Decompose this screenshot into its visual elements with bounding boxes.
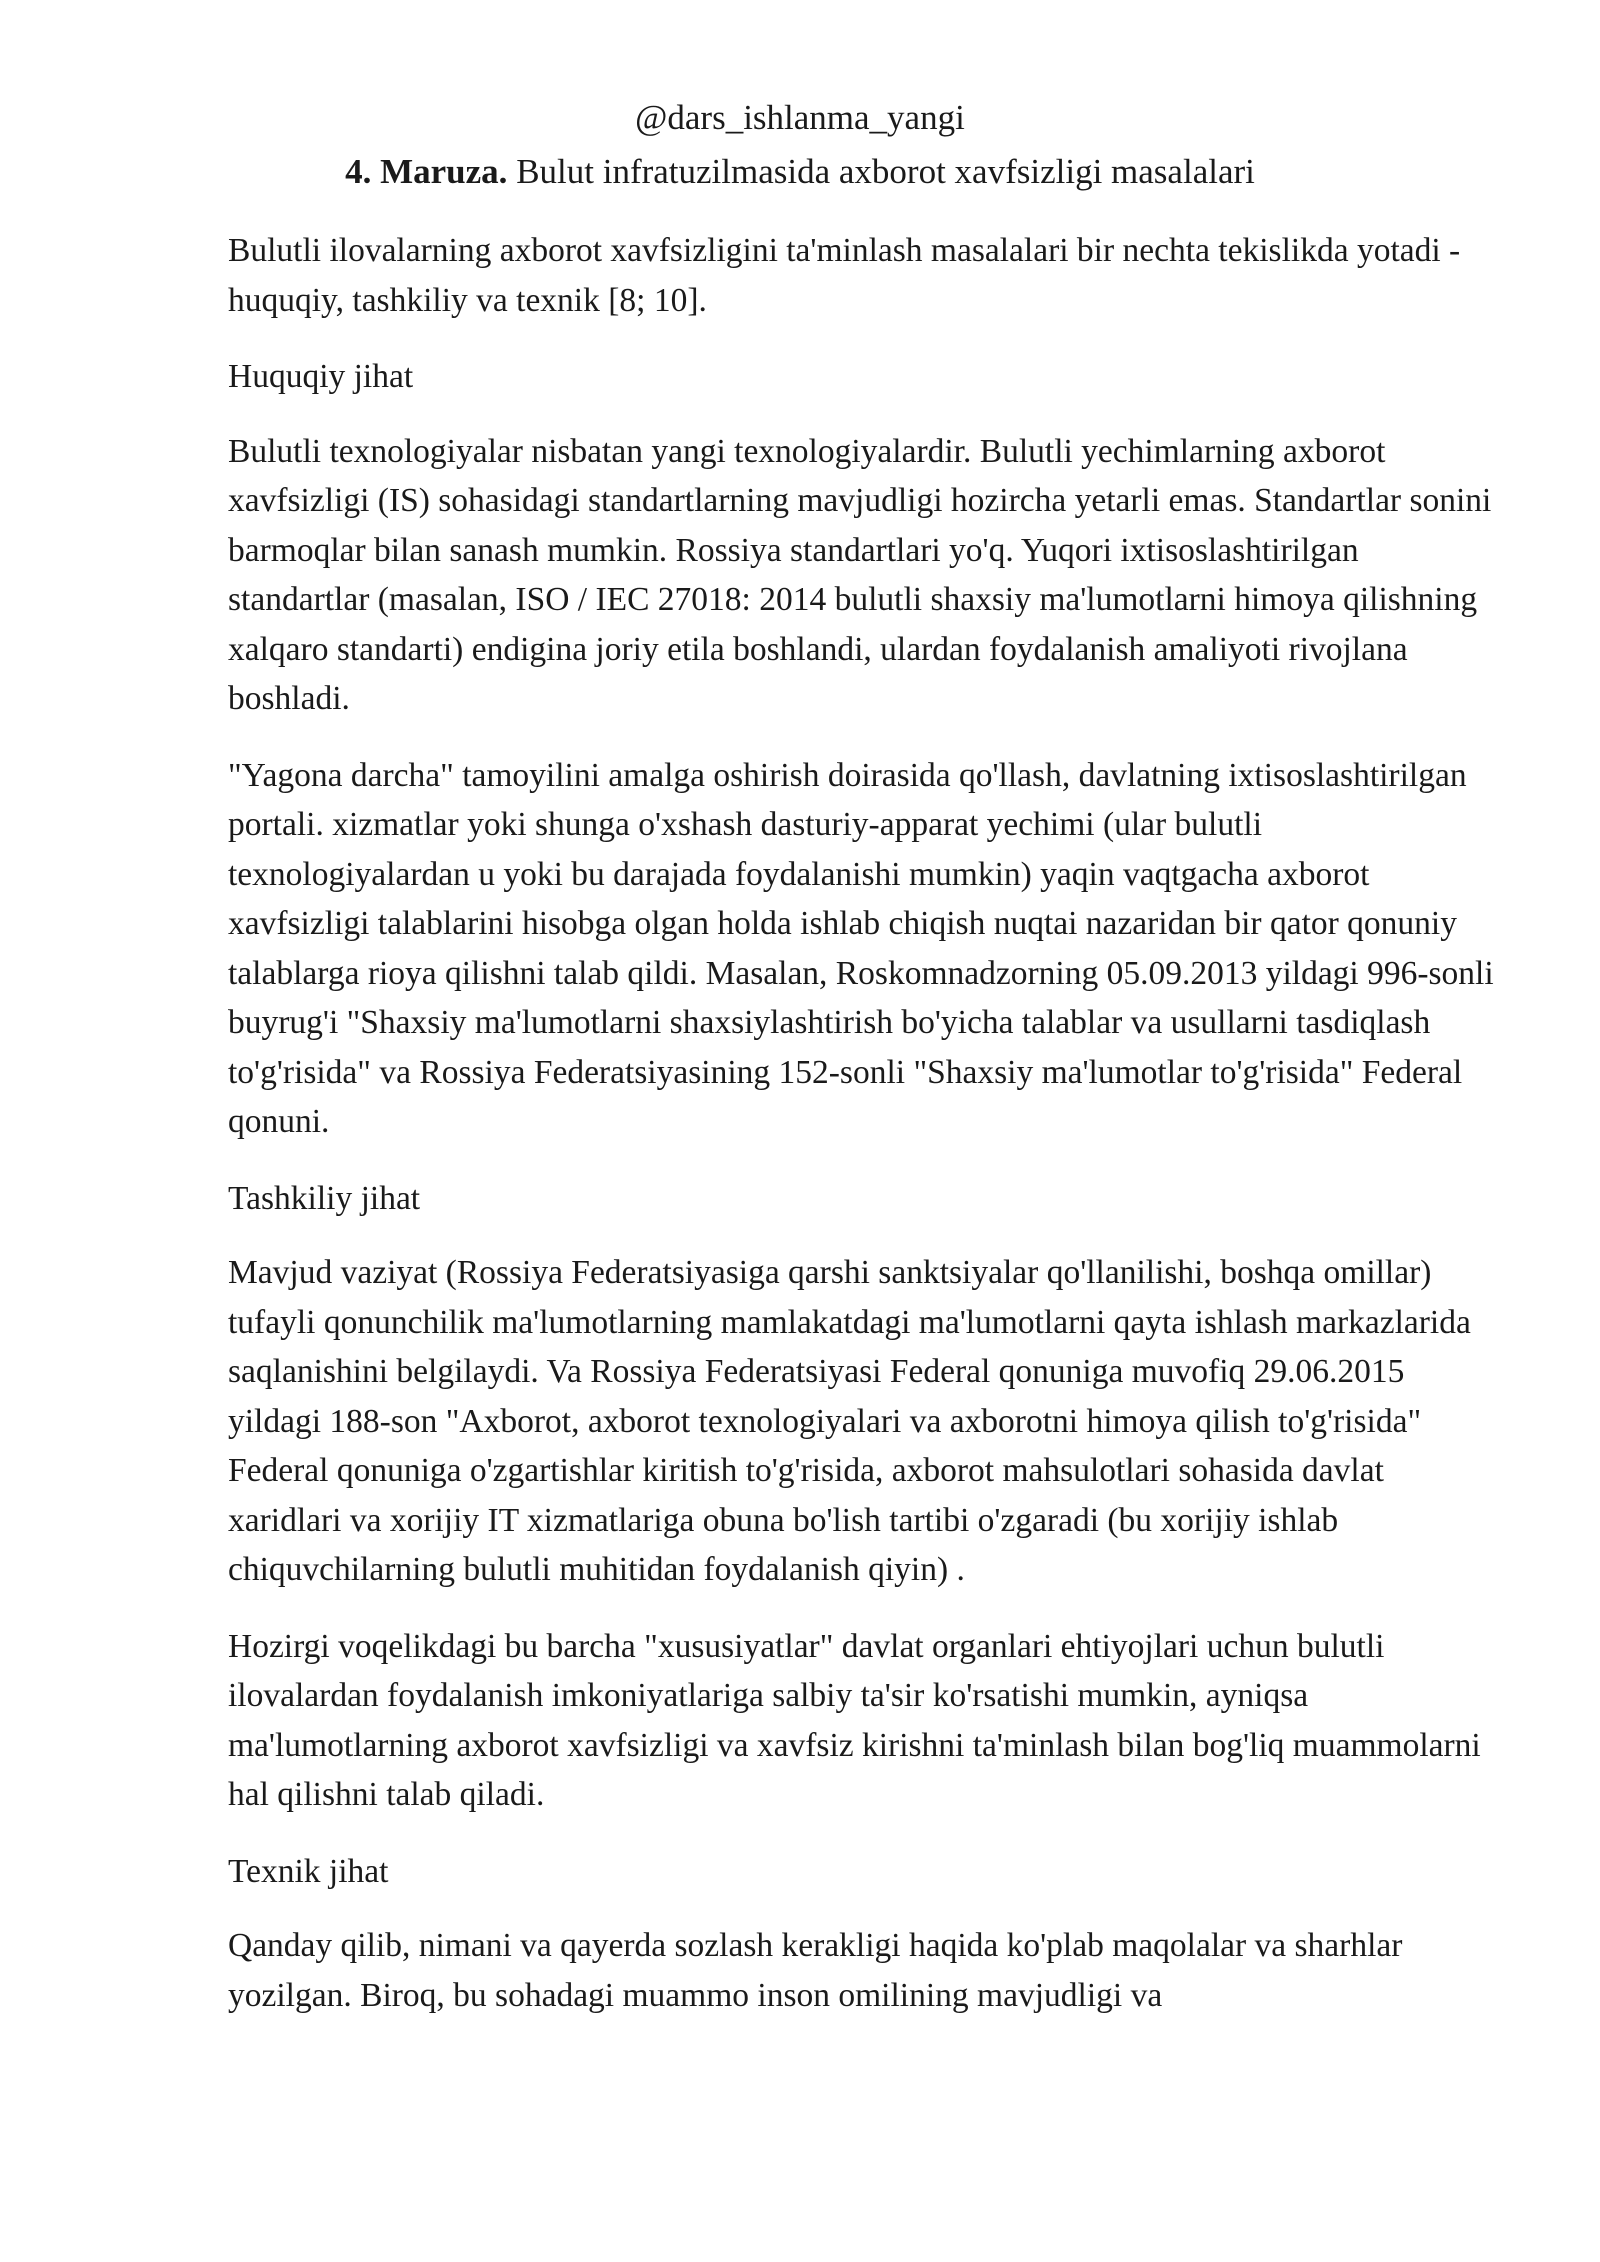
lecture-title: Bulut infratuzilmasida axborot xavfsizligi masalalari [516, 152, 1255, 191]
paragraph-legal-2: "Yagona darcha" tamoyilini amalga oshirish doirasida qo'llash, davlatning ixtisoslashtirilgan portali. xizmatlar yoki shunga o'xshash dasturiy-apparat yechimi (ular bulutli texnologiyalardan u yoki bu darajada foydalanishi mumkin) yaqin vaqtgacha axborot xavfsizligi talablarini hisobga olgan holda ishlab chiqish nuqtai nazaridan bir qator qonuniy talablarga rioya qilishni talab qildi. Masalan, Roskomnadzorning 05.09.2013 yildagi 996-sonli buyrug'i "Shaxsiy ma'lumotlarni shaxsiylashtirish bo'yicha talablar va usullarni tasdiqlash to'g'risida" va Rossiya Federatsiyasining 152-sonli "Shaxsiy ma'lumotlar to'g'risida" Federal qonuni. [228, 756, 1494, 1140]
paragraph-technical-1: Qanday qilib, nimani va qayerda sozlash kerakligi haqida ko'plab maqolalar va sharhlar yozilgan. Biroq, bu sohadagi muammo inson omilining mavjudligi va [228, 1927, 1403, 2014]
paragraph-organizational-1: Mavjud vaziyat (Rossiya Federatsiyasiga qarshi sanktsiyalar qo'llanilishi, boshqa omillar) tufayli qonunchilik ma'lumotlarning mamlakatdagi ma'lumotlarni qayta ishlash markazlarida saqlanishini belgilaydi. Va Rossiya Federatsiyasi Federal qonuniga muvofiq 29.06.2015 yildagi 188-son "Axborot, axborot texnologiyalari va axborotni himoya qilish to'g'risida" Federal qonuniga o'zgartishlar kiritish to'g'risida, axborot mahsulotlari sohasida davlat xaridlari va xorijiy IT xizmatlariga obuna bo'lish tartibi o'zgaradi (bu xorijiy ishlab chiquvchilarning bulutli muhitidan foydalanish qiyin) . [228, 1254, 1471, 1588]
document-body [228, 226, 1503, 2047]
section-heading-organizational: Tashkiliy jihat [228, 1179, 421, 1217]
section-heading-technical: Texnik jihat [228, 1852, 389, 1890]
lecture-number: 4. Maruza. [345, 152, 508, 191]
lecture-title-line [0, 150, 1600, 194]
paragraph-intro: Bulutli ilovalarning axborot xavfsizligini ta'minlash masalalari bir nechta tekislikda yotadi - huquqiy, tashkiliy va texnik [8; 10]. [228, 232, 1461, 319]
section-heading-legal: Huquqiy jihat [228, 358, 414, 395]
paragraph-organizational-2: Hozirgi voqelikdagi bu barcha "xususiyatlar" davlat organlari ehtiyojlari uchun bulutli ilovalardan foydalanish imkoniyatlariga salbiy ta'sir ko'rsatishi mumkin, ayniqsa ma'lumotlarning axborot xavfsizligi va xavfsiz kirishni ta'minlash bilan bog'liq muammolarni hal qilishni talab qiladi. [228, 1627, 1481, 1813]
channel-handle: @dars_ishlanma_yangi [635, 98, 965, 137]
paragraph-legal-1: Bulutli texnologiyalar nisbatan yangi texnologiyalardir. Bulutli yechimlarning axborot xavfsizligi (IS) sohasidagi standartlarning mavjudligi hozircha yetarli emas. Standartlar sonini barmoqlar bilan sanash mumkin. Rossiya standartlari yo'q. Yuqori ixtisoslashtirilgan standartlar (masalan, ISO / IEC 27018: 2014 bulutli shaxsiy ma'lumotlarni himoya qilishning xalqaro standarti) endigina joriy etila boshlandi, ulardan foydalanish amaliyoti rivojlana boshladi. [228, 432, 1492, 717]
